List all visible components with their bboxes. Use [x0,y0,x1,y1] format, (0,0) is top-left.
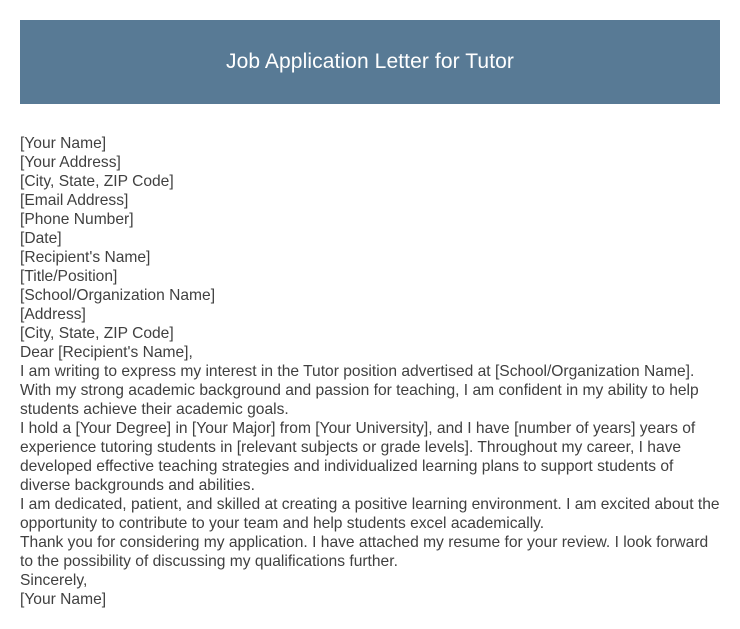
paragraph-experience: I hold a [Your Degree] in [Your Major] from [Your University], and I have [number of years] years of experience tutoring students in [relevant subjects or grade levels]. Throughout my career, I have developed effective teaching strategies and individualized learning plans to support students of diverse backgrounds and abilities. [20,420,696,494]
sender-name: [Your Name] [20,135,107,152]
sender-email: [Email Address] [20,192,129,209]
sender-city-state-zip: [City, State, ZIP Code] [20,173,174,190]
paragraph-qualities: I am dedicated, patient, and skilled at creating a positive learning environment. I am excited about the opportunity to contribute to your team and help students excel academically. [20,496,720,532]
paragraph-interest: I am writing to express my interest in the Tutor position advertised at [School/Organization Name]. With my strong academic background and passion for teaching, I am confident in my ability to help students achieve their academic goals. [20,363,699,418]
letter-date: [Date] [20,230,62,247]
letter-body [20,134,722,609]
header-banner [20,20,720,104]
sender-phone: [Phone Number] [20,211,134,228]
recipient-address: [Address] [20,306,86,323]
page-title: Job Application Letter for Tutor [225,50,515,73]
recipient-title: [Title/Position] [20,268,118,285]
paragraph-thanks: Thank you for considering my application. I have attached my resume for your review. I look forward to the possibility of discussing my qualifications further. [20,534,709,570]
recipient-organization: [School/Organization Name] [20,287,216,304]
closing: Sincerely, [20,572,88,589]
recipient-city-state-zip: [City, State, ZIP Code] [20,325,174,342]
signature-name: [Your Name] [20,591,107,608]
recipient-name: [Recipient's Name] [20,249,151,266]
sender-address: [Your Address] [20,154,121,171]
salutation: Dear [Recipient's Name], [20,344,193,361]
